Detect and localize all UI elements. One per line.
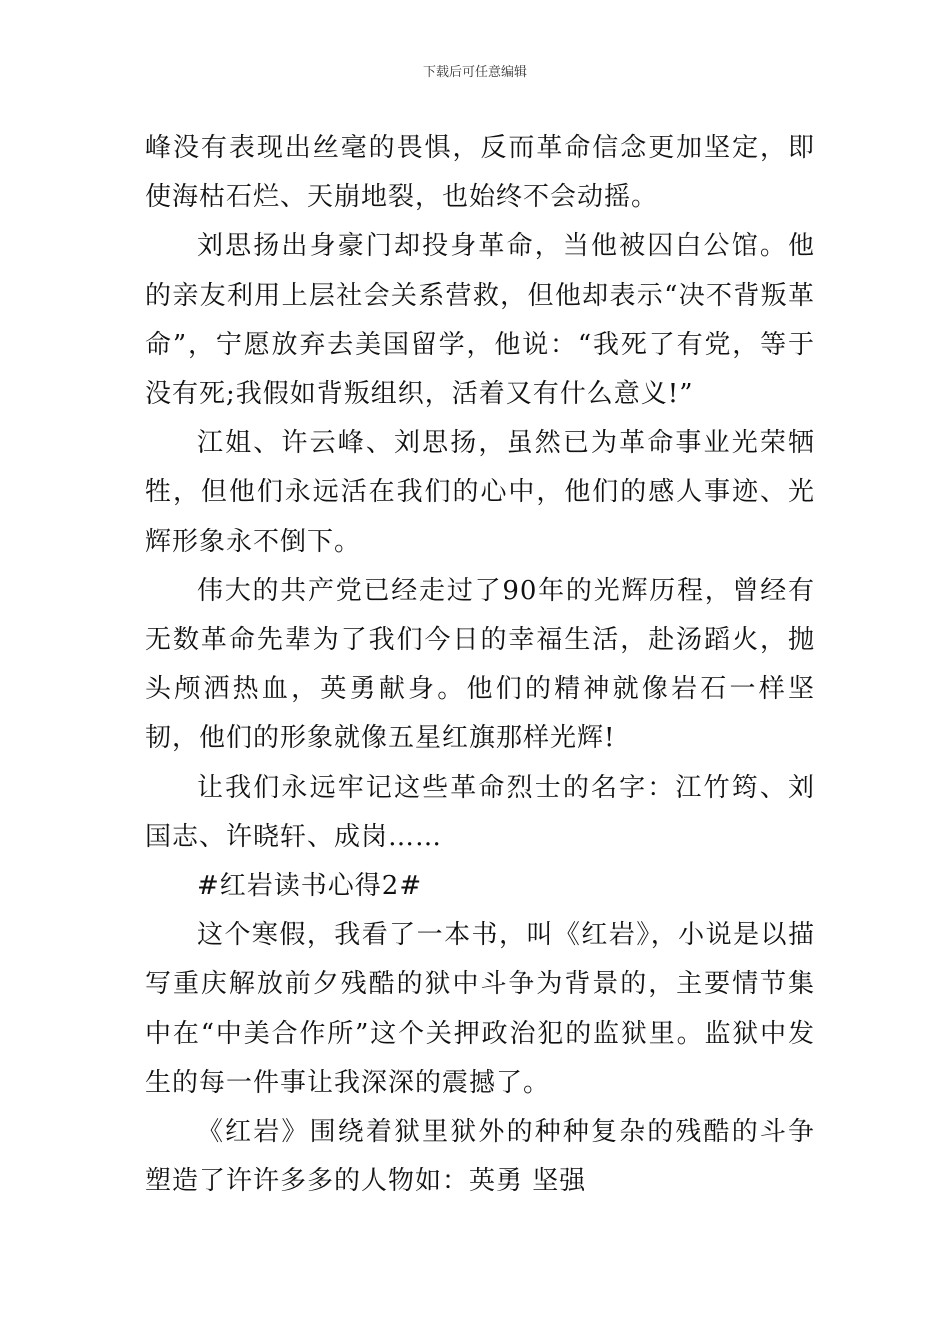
page-header: 下载后可任意编辑 <box>422 65 527 80</box>
paragraph: 让我们永远牢记这些革命烈士的名字：江竹筠、刘国志、许晓轩、成岗…… <box>145 772 815 852</box>
paragraph: 刘思扬出身豪门却投身革命，当他被囚白公馆。他的亲友利用上层社会关系营救，但他却表示“决不背叛革命”，宁愿放弃去美国留学，他说：“我死了有党，等于没有死;我假如背叛组织，活着又有什么意义!” <box>145 231 815 410</box>
paragraph: 江姐、许云峰、刘思扬，虽然已为革命事业光荣牺牲，但他们永远活在我们的心中，他们的感人事迹、光辉形象永不倒下。 <box>145 428 815 557</box>
section-heading: #红岩读书心得2# <box>197 871 423 902</box>
paragraph: 伟大的共产党已经走过了90年的光辉历程，曾经有无数革命先辈为了我们今日的幸福生活，赴汤蹈火，抛头颅洒热血，英勇献身。他们的精神就像岩石一样坚韧，他们的形象就像五星红旗那样光辉! <box>145 575 815 754</box>
paragraph: 这个寒假，我看了一本书，叫《红岩》，小说是以描写重庆解放前夕残酷的狱中斗争为背景的，主要情节集中在“中美合作所”这个关押政治犯的监狱里。监狱中发生的每一件事让我深深的震撼了。 <box>145 920 815 1098</box>
paragraph: 峰没有表现出丝毫的畏惧，反而革命信念更加坚定，即使海枯石烂、天崩地裂，也始终不会动摇。 <box>145 133 815 213</box>
paragraph: 《红岩》围绕着狱里狱外的种种复杂的残酷的斗争塑造了许许多多的人物如：英勇 坚强 <box>145 1117 815 1197</box>
document-body <box>145 124 815 1206</box>
